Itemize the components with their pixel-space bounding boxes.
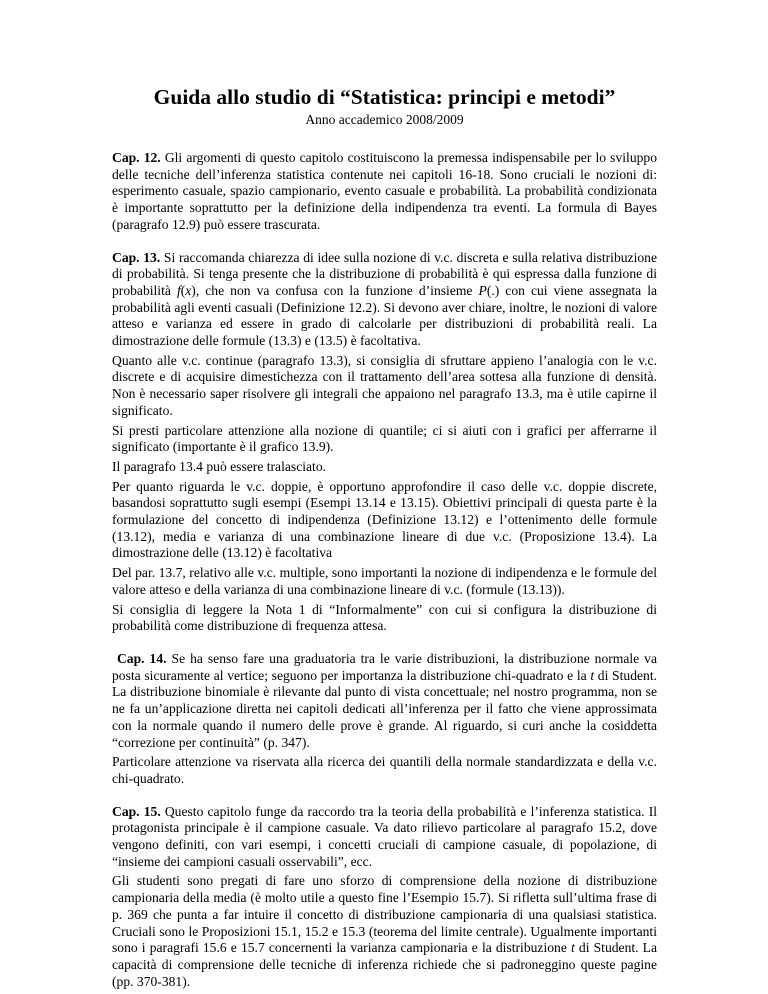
cap13-label: Cap. 13. xyxy=(112,249,161,265)
cap13-multiple: Del par. 13.7, relativo alle v.c. multiple, sono importanti la nozione di indipendenza e le formule del valore atteso e della varianza di una combinazione lineare di v.c. (formule (13.13)). xyxy=(112,565,657,597)
cap14-label: Cap. 14. xyxy=(116,650,167,666)
cap13-paragraph: Cap. 13. Si raccomanda chiarezza di idee sulla nozione di v.c. discreta e sulla relativa distribuzione di probabilità. Si tenga presente che la distribuzione di probabilità è qui espressa dalla funzione di probabilità f(x), che non va confusa con la funzione d’insieme P(.) con cui viene assegnata la probabilità agli eventi casuali (Definizione 12.2). Si devono aver chiare, inoltre, le nozioni di valore atteso e varianza ed essere in grado di calcolarle per distribuzioni di probabilità reali. La dimostrazione delle formule (13.3) e (13.5) è facoltativa. xyxy=(112,249,658,349)
cap13-quantile: Si presti particolare attenzione alla nozione di quantile; ci si aiuti con i grafici per afferrarne il significato (importante è il grafico 13.9). xyxy=(112,422,657,455)
document-page xyxy=(112,84,657,993)
cap13-continuous: Quanto alle v.c. continue (paragrafo 13.3), si consiglia di sfruttare appieno l’analogia con le v.c. discrete e di acquisire dimestichezza con il trattamento dell’area sottesa alla funzione di densità. Non è necessario saper risolvere gli integrali che appaiono nel paragrafo 13.3, ma è utile capirne il significato. xyxy=(112,352,657,418)
cap14-paragraph: Cap. 14. Se ha senso fare una graduatoria tra le varie distribuzioni, la distribuzione normale va posta sicuramente al vertice; seguono per importanza la distribuzione chi-quadrato e la t di Student. La distribuzione binomiale è rilevante dal punto di vista concettuale; nel nostro programma, non se ne fa un’applicazione diretta nei capitoli dedicati all’inferenza per il fatto che viene approssimata con la normale quando il numero delle prove è grande. Al riguardo, si curi anche la cosiddetta “correzione per continuità” (p. 347). xyxy=(112,650,657,750)
cap13-skip: Il paragrafo 13.4 può essere tralasciato. xyxy=(112,458,327,474)
cap14-quantiles: Particolare attenzione va riservata alla ricerca dei quantili della normale standardizzata e della v.c. chi-quadrato. xyxy=(112,754,657,786)
document-title: Guida allo studio di “Statistica: principi e metodi” xyxy=(153,85,616,109)
cap15-sampling: Gli studenti sono pregati di fare uno sforzo di comprensione della nozione di distribuzione campionaria della media (è molto utile a questo fine l’Esempio 15.7). Si rifletta sull’ultima frase di p. 369 che punta a far intuire il concetto di distribuzione campionaria di una qualsiasi statistica. Cruciali sono le Proposizioni 15.1, 15.2 e 15.3 (teorema del limite centrale). Ugualmente importanti sono i paragrafi 15.6 e 15.7 concernenti la varianza campionaria e la distribuzione t di Student. La capacità di comprensione delle tecniche di inferenza richiede che si padroneggino queste pagine (pp. 370-381). xyxy=(112,873,658,989)
document-subtitle: Anno accademico 2008/2009 xyxy=(305,112,464,127)
cap15-paragraph: Cap. 15. Questo capitolo funge da raccordo tra la teoria della probabilità e l’inferenza statistica. Il protagonista principale è il campione casuale. Va dato rilievo particolare al paragrafo 15.2, dove vengono definiti, con vari esempi, i concetti cruciali di campione casuale, di popolazione, di “insieme dei campioni casuali osservabili”, ecc. xyxy=(112,803,657,869)
cap13-double: Per quanto riguarda le v.c. doppie, è opportuno approfondire il caso delle v.c. doppie discrete, basandosi soprattutto sugli esempi (Esempi 13.14 e 13.15). Obiettivi principali di questa parte è la formulazione del concetto di indipendenza (Definizione 13.12) e l’ottenimento delle formule (13.12), media e varianza di una combinazione lineare di due v.c. (Proposizione 13.4). La dimostrazione delle (13.12) è facoltativa xyxy=(112,478,657,561)
cap13-note: Si consiglia di leggere la Nota 1 di “Informalmente” con cui si configura la distribuzione di probabilità come distribuzione di frequenza attesa. xyxy=(112,601,657,634)
cap12-paragraph: Cap. 12. Gli argomenti di questo capitolo costituiscono la premessa indispensabile per lo sviluppo delle tecniche dell’inferenza statistica contenute nei capitoli 16-18. Sono cruciali le nozioni di: esperimento casuale, spazio campionario, evento casuale e probabilità. La probabilità condizionata è importante soprattutto per la definizione della indipendenza tra eventi. La formula di Bayes (paragrafo 12.9) può essere trascurata. xyxy=(112,150,658,232)
cap15-label: Cap. 15. xyxy=(112,803,161,819)
cap12-label: Cap. 12. xyxy=(112,150,161,165)
